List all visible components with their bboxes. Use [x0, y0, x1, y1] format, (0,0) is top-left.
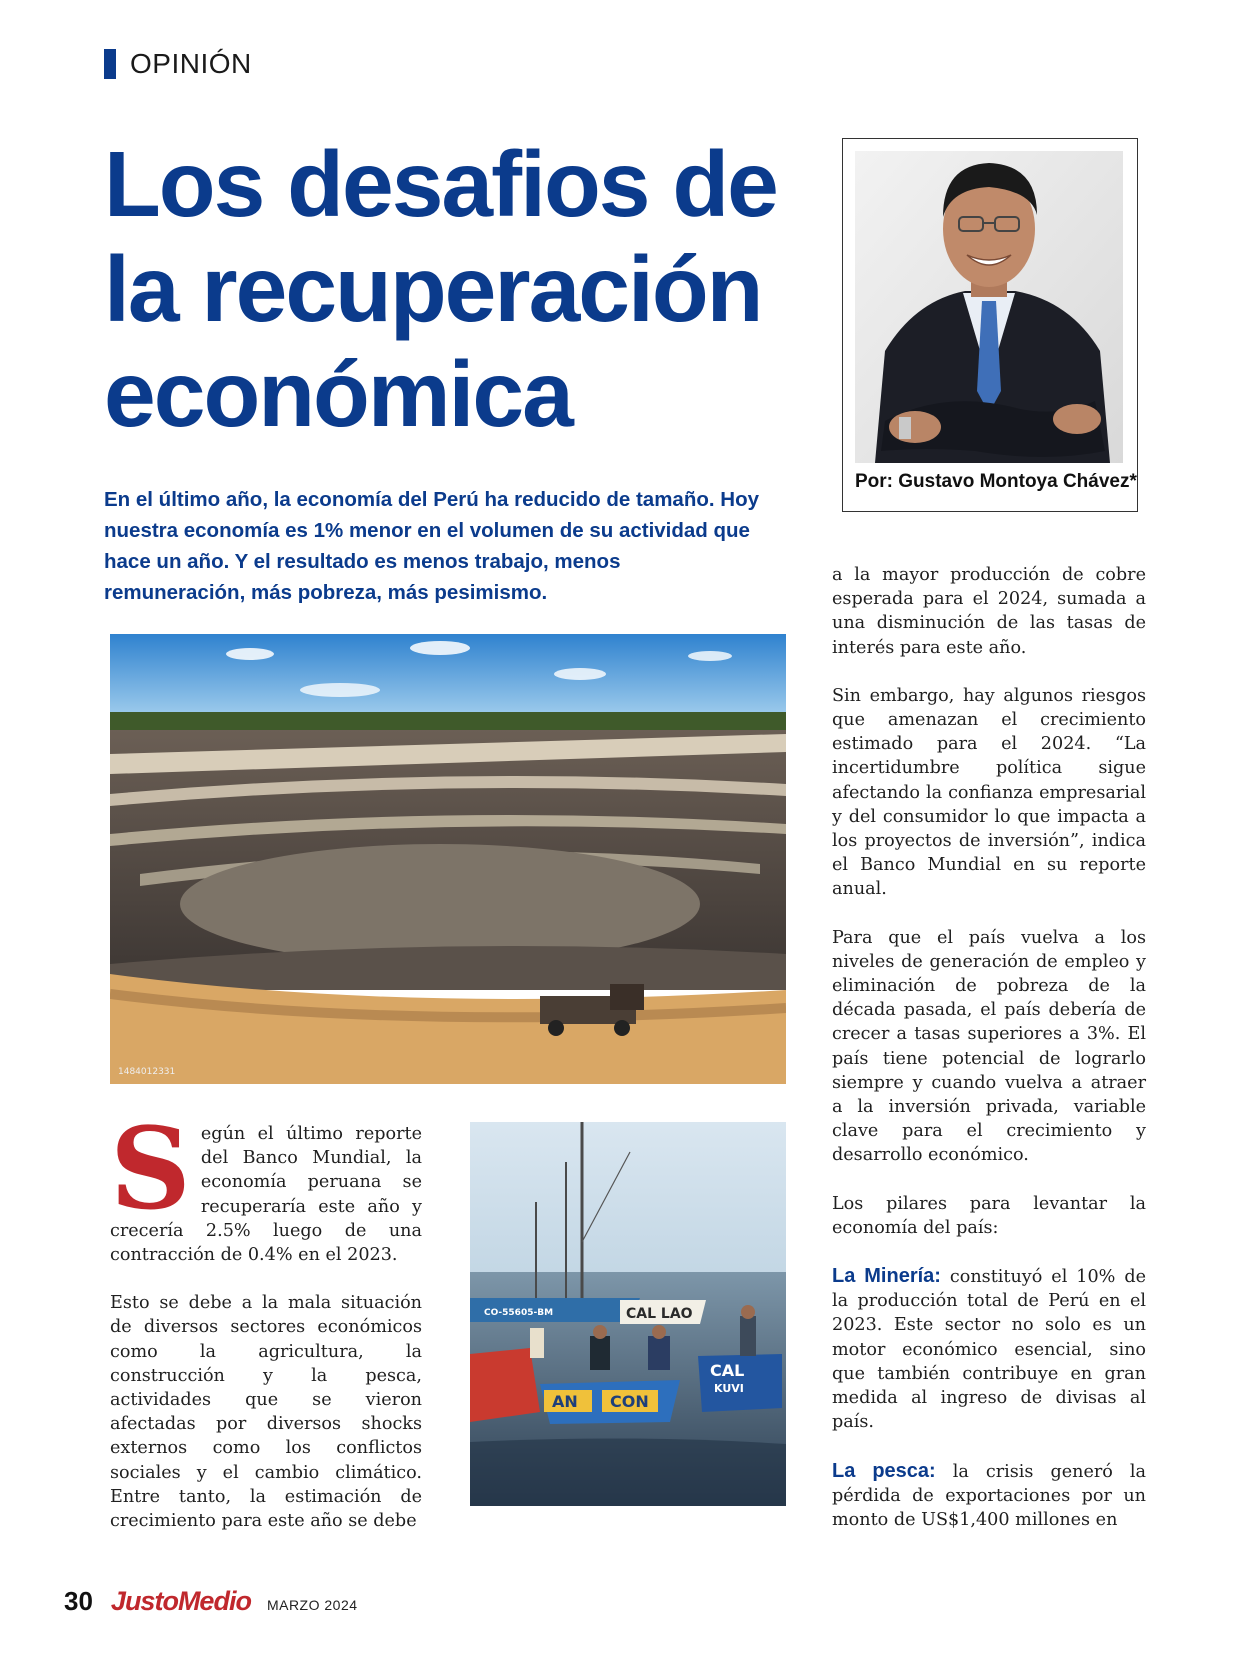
subhead-mineria: La Minería:: [832, 1265, 941, 1288]
subhead-pesca: La pesca:: [832, 1459, 936, 1482]
paragraph-1: [110, 1104, 422, 1267]
pesca-text: la crisis generó la pérdida de exportaciones por un monto de US$1,400 millones en: [832, 1461, 1147, 1530]
section-marker: [104, 49, 116, 79]
right-column: [832, 563, 1146, 1556]
mine-photo-code: 1484012331: [118, 1067, 176, 1077]
author-byline: Por: Gustavo Montoya Chávez*: [855, 471, 1137, 492]
publication-logo: [111, 1586, 251, 1617]
boat-label-1: AN: [552, 1392, 578, 1411]
paragraph-mineria: [832, 1264, 1146, 1434]
paragraph-3: a la mayor producción de cobre esperada para el 2024, sumada a una disminución de las tasas de interés para este año.: [832, 565, 1146, 658]
title-line-2: la recuperación: [104, 237, 762, 341]
title-line-1: Los desafios de: [104, 132, 777, 236]
boat-label-5: CAL LAO: [626, 1306, 693, 1322]
paragraph-pesca: [832, 1459, 1146, 1533]
paragraph-2: Esto se debe a la mala situación de diversos sectores económicos como la agricultura, la construcción y la pesca, actividades que se vieron afectadas por diversos shocks externos como los conflictos sociales y el cambio climático. Entre tanto, la estimación de crecimiento para este año se debe: [110, 1293, 422, 1532]
page-footer: [64, 1586, 358, 1617]
author-portrait-photo: [855, 151, 1123, 463]
left-column: [110, 1104, 422, 1557]
author-box: [842, 138, 1138, 512]
article-title: [104, 132, 784, 447]
boat-label-4: KUVI: [714, 1382, 744, 1395]
boat-label-3: CAL: [710, 1361, 745, 1380]
logo-part-2: Medio: [177, 1586, 251, 1616]
paragraph-6: Los pilares para levantar la economía del país:: [832, 1193, 1146, 1238]
open-pit-mine-photo: [110, 634, 786, 1084]
paragraph-4: Sin embargo, hay algunos riesgos que amenazan el crecimiento estimado para el 2024. “La incertidumbre política sigue afectando la confianza empresarial y del consumidor lo que impacta a los proyectos de inversión”, indica el Banco Mundial en su reporte anual.: [832, 685, 1146, 900]
title-line-3: económica: [104, 342, 572, 446]
article-lead: En el último año, la economía del Perú ha reducido de tamaño. Hoy nuestra economía es 1% menor en el volumen de su actividad que hace un año. Y el resultado es menos trabajo, menos remuneración, más pobreza, más pesimismo.: [104, 488, 759, 604]
page-number: 30: [64, 1586, 93, 1616]
issue-date: MARZO 2024: [266, 1597, 358, 1613]
fishing-boats-photo: [470, 1122, 786, 1506]
drop-cap: S: [110, 1104, 191, 1235]
paragraph-5: Para que el país vuelva a los niveles de generación de empleo y eliminación de pobreza de la década pasada, el país debería de crecer a tasas superiores a 3%. El país tiene potencial de lograrlo siempre y cuando vuelva a atraer a la inversión privada, variable clave para el crecimiento y desarrollo económico.: [832, 927, 1146, 1166]
section-tag: [104, 48, 252, 80]
paragraph-1-text: egún el último reporte del Banco Mundial, la economía peruana se recuperaría este año y crecería 2.5% luego de una contracción de 0.4% en el 2023.: [110, 1124, 422, 1266]
mineria-text: constituyó el 10% de la producción total de Perú en el 2023. Este sector no solo es un motor económico esencial, sino que también contribuye en gran medida al ingreso de divisas al país.: [832, 1267, 1146, 1433]
section-label: OPINIÓN: [130, 48, 252, 79]
boat-label-2: CON: [610, 1392, 649, 1411]
boat-label-6: CO-55605-BM: [484, 1308, 554, 1318]
logo-part-1: Justo: [110, 1586, 178, 1616]
